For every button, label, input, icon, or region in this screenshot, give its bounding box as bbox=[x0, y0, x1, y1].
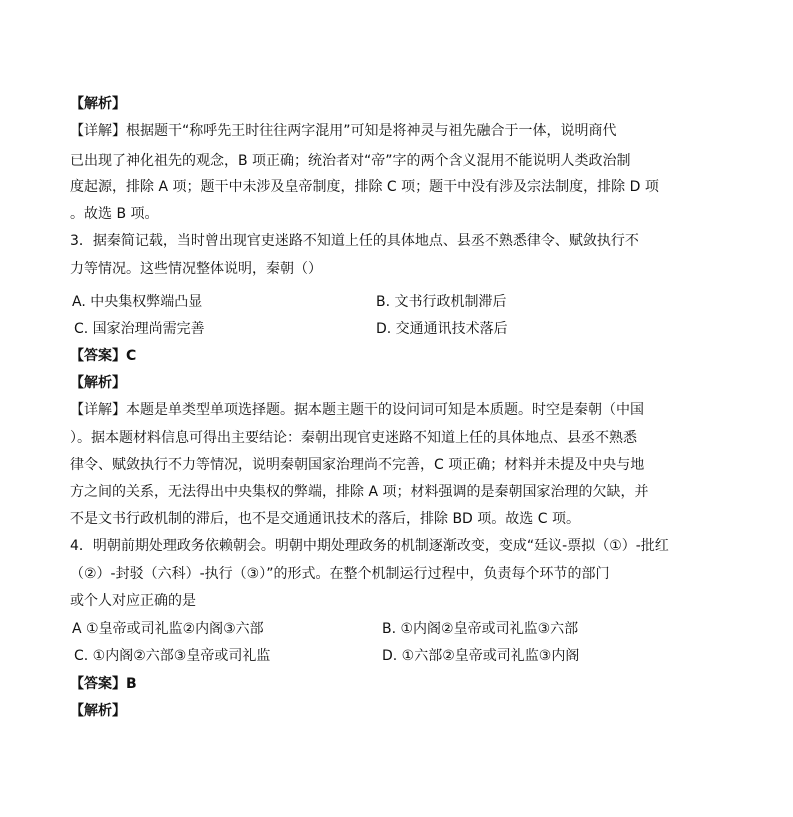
q3-detail-line-1: 【详解】本题是单类型单项选择题。据本题主题干的设问词可知是本质题。时空是秦朝（中国 bbox=[70, 402, 644, 418]
q2-detail-line-3: 度起源，排除 A 项；题干中未涉及皇帝制度，排除 C 项；题干中没有涉及宗法制度，排除 D 项 bbox=[70, 179, 659, 195]
q3-option-d: D. 交通通讯技术落后 bbox=[376, 321, 508, 337]
q3-detail-line-5: 不是文书行政机制的滞后，也不是交通通讯技术的落后，排除 BD 项。故选 C 项。 bbox=[70, 511, 580, 527]
q4-stem-line-1: 4．明朝前期处理政务依赖朝会。明朝中期处理政务的机制逐渐改变，变成“廷议-票拟（①）-批红 bbox=[70, 538, 669, 554]
q3-answer-value: C bbox=[126, 348, 137, 364]
q4-option-d: D. ①六部②皇帝或司礼监③内阁 bbox=[382, 648, 580, 664]
q2-detail-line-4: 。故选 B 项。 bbox=[70, 206, 159, 222]
q2-analysis-label: 【解析】 bbox=[70, 96, 126, 112]
q4-answer-label: 【答案】 bbox=[70, 676, 126, 692]
q3-stem-line-2: 力等情况。这些情况整体说明，秦朝（） bbox=[70, 261, 322, 277]
q4-stem-line-3: 或个人对应正确的是 bbox=[70, 593, 196, 609]
q2-detail-line-2: 已出现了神化祖先的观念，B 项正确；统治者对“帝”字的两个含义混用不能说明人类政治制 bbox=[70, 153, 631, 169]
q3-detail-line-3: 律令、赋敛执行不力等情况，说明秦朝国家治理尚不完善，C 项正确；材料并未提及中央与地 bbox=[70, 457, 645, 473]
q4-answer-value: B bbox=[126, 676, 137, 692]
q2-detail-line-1: 【详解】根据题干“称呼先王时往往两字混用”可知是将神灵与祖先融合于一体，说明商代 bbox=[70, 123, 617, 139]
q4-option-a: A ①皇帝或司礼监②内阁③六部 bbox=[72, 621, 264, 637]
q3-option-c: C. 国家治理尚需完善 bbox=[74, 321, 205, 337]
q3-answer bbox=[70, 346, 136, 366]
q4-stem-line-2: （②）-封驳（六科）-执行（③）”的形式。在整个机制运行过程中，负责每个环节的部门 bbox=[70, 566, 610, 582]
q4-option-b: B. ①内阁②皇帝或司礼监③六部 bbox=[382, 621, 579, 637]
q3-analysis-label: 【解析】 bbox=[70, 375, 126, 391]
q3-stem-line-1: 3．据秦简记载，当时曾出现官吏迷路不知道上任的具体地点、县丞不熟悉律令、赋敛执行不 bbox=[70, 233, 639, 249]
q3-answer-label: 【答案】 bbox=[70, 348, 126, 364]
q4-option-c: C. ①内阁②六部③皇帝或司礼监 bbox=[74, 648, 271, 664]
q3-option-b: B. 文书行政机制滞后 bbox=[376, 294, 507, 310]
q3-option-a: A. 中央集权弊端凸显 bbox=[72, 294, 203, 310]
q3-detail-line-2: ）。据本题材料信息可得出主要结论：秦朝出现官吏迷路不知道上任的具体地点、县丞不熟悉 bbox=[70, 430, 637, 446]
q3-detail-line-4: 方之间的关系，无法得出中央集权的弊端，排除 A 项；材料强调的是秦朝国家治理的欠缺，并 bbox=[70, 484, 649, 500]
q4-analysis-label: 【解析】 bbox=[70, 703, 126, 719]
q4-answer bbox=[70, 674, 137, 694]
